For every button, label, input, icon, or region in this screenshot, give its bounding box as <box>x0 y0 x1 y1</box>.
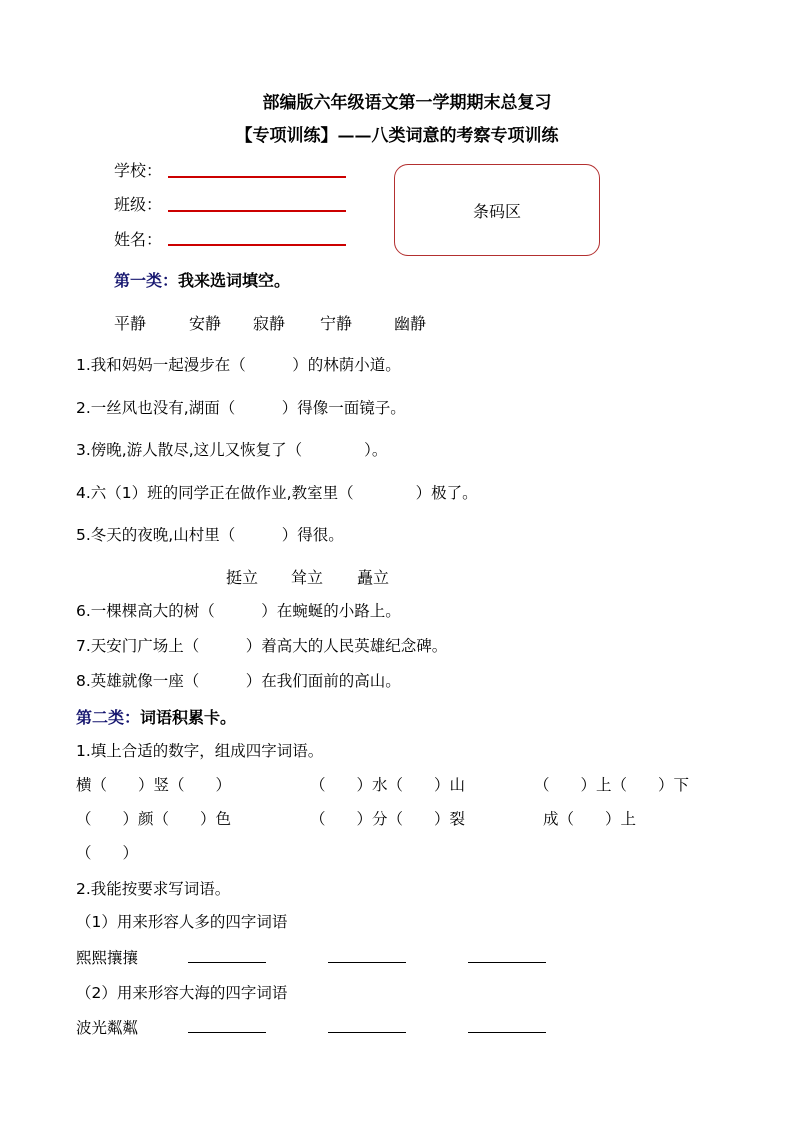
word-option: 幽静 <box>394 314 427 333</box>
school-label: 学校： <box>114 161 163 180</box>
class-field[interactable] <box>168 210 346 212</box>
idiom-fill: （ ） <box>76 844 139 862</box>
name-label: 姓名： <box>114 230 163 249</box>
section2-category: 第二类： <box>76 708 141 727</box>
answer-blank[interactable] <box>188 962 266 963</box>
idiom-fill: （ ）分（ ）裂 <box>310 810 466 828</box>
page-title: 部编版六年级语文第一学期期末总复习 <box>262 93 552 113</box>
question-item: 6.一棵棵高大的树（ ）在蜿蜒的小路上。 <box>76 602 401 620</box>
sub-question: （1）用来形容人多的四字词语 <box>76 913 288 931</box>
section1-category: 第一类： <box>114 271 179 290</box>
section2-title: 词语积累卡。 <box>140 708 237 727</box>
word-option: 宁静 <box>320 314 353 333</box>
idiom-fill: 横（ ）竖（ ） <box>76 776 232 794</box>
question-item: 1.我和妈妈一起漫步在（ ）的林荫小道。 <box>76 356 401 374</box>
word-option: 耸立 <box>291 568 324 587</box>
word-option: 安静 <box>189 314 222 333</box>
barcode-area <box>394 164 600 256</box>
answer-blank[interactable] <box>328 962 406 963</box>
section1-title: 我来选词填空。 <box>178 271 291 290</box>
question-item: 5.冬天的夜晚,山村里（ ）得很。 <box>76 526 344 544</box>
name-field[interactable] <box>168 244 346 246</box>
idiom-fill: （ ）颜（ ）色 <box>76 810 232 828</box>
question-item: 3.傍晚,游人散尽,这儿又恢复了（ ）。 <box>76 441 388 459</box>
question-item: 2.我能按要求写词语。 <box>76 880 231 898</box>
section1-heading <box>114 268 290 291</box>
word-option: 挺立 <box>226 568 259 587</box>
word-option: 平静 <box>114 314 147 333</box>
word-option: 矗立 <box>357 568 390 587</box>
sub-question: （2）用来形容大海的四字词语 <box>76 984 288 1002</box>
idiom-fill: 成（ ）上 <box>543 810 637 828</box>
idiom-fill: （ ）上（ ）下 <box>534 776 690 794</box>
idiom-fill: （ ）水（ ）山 <box>310 776 466 794</box>
example-word: 波光粼粼 <box>76 1019 139 1037</box>
answer-blank[interactable] <box>188 1032 266 1033</box>
question-item: 8.英雄就像一座（ ）在我们面前的高山。 <box>76 672 401 690</box>
class-label: 班级： <box>114 195 163 214</box>
barcode-label: 条码区 <box>472 201 521 221</box>
answer-blank[interactable] <box>328 1032 406 1033</box>
answer-blank[interactable] <box>468 962 546 963</box>
question-item: 2.一丝风也没有,湖面（ ）得像一面镜子。 <box>76 399 406 417</box>
answer-blank[interactable] <box>468 1032 546 1033</box>
section2-heading <box>76 705 236 728</box>
word-option: 寂静 <box>253 314 286 333</box>
example-word: 熙熙攘攘 <box>76 949 139 967</box>
question-item: 1.填上合适的数字，组成四字词语。 <box>76 742 324 760</box>
question-item: 4.六（1）班的同学正在做作业,教室里（ ）极了。 <box>76 484 478 502</box>
page-subtitle: 【专项训练】——八类词意的考察专项训练 <box>235 126 559 146</box>
question-item: 7.天安门广场上（ ）着高大的人民英雄纪念碑。 <box>76 637 448 655</box>
school-field[interactable] <box>168 176 346 178</box>
